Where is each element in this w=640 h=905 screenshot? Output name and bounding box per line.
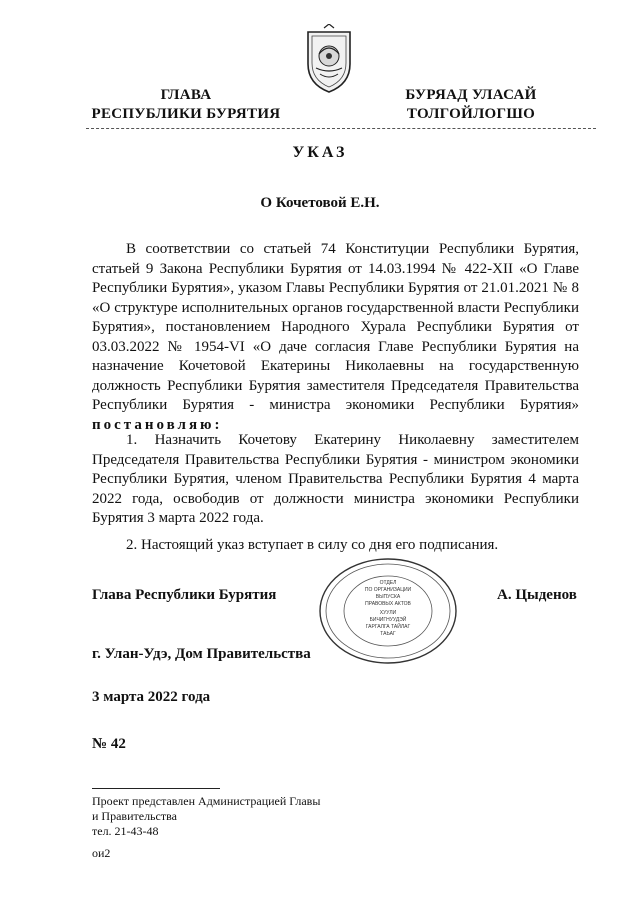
decree-word: постановляю:	[92, 416, 223, 433]
document-title: УКАЗ	[292, 144, 348, 161]
signatory-name: А. Цыденов	[497, 587, 577, 603]
footer-line-1: Проект представлен Администрацией Главы	[92, 794, 321, 808]
item-1: 1. Назначить Кочетову Екатерину Николаевну заместителем Председателя Правительства Республики Бурятия - министром экономики Республики Бурятия, членом Правительства Республики Бурятия 4 марта 2022 года, освободив от должности министра экономики Республики Бурятия 3 марта 2022 года.	[92, 432, 579, 526]
stamp-line-3: ВЫПУСКА	[375, 594, 401, 600]
item-2: 2. Настоящий указ вступает в силу со дня его подписания.	[126, 537, 499, 553]
issuer-title-bua-line1: БУРЯАД УЛАСАЙ	[405, 87, 537, 103]
header-divider	[86, 128, 596, 129]
stamp-line-6: БИЧИГНУУДЭЙ	[369, 617, 407, 623]
stamp-line-8: ТАЬАГ	[380, 631, 396, 637]
stamp-line-5: ХУУЛИ	[379, 610, 397, 616]
stamp-line-1: ОТДЕЛ	[379, 580, 397, 586]
footer-rule	[92, 788, 220, 789]
issuer-title-ru	[86, 86, 286, 124]
signing-place: г. Улан-Удэ, Дом Правительства	[92, 646, 311, 662]
footer-phone: тел. 21-43-48	[92, 824, 159, 838]
signing-date: 3 марта 2022 года	[92, 689, 211, 705]
preamble-text: В соответствии со статьей 74 Конституции Республики Бурятия, статьей 9 Закона Республики Бурятия от 14.03.1994 № 422-XII «О Главе Республики Бурятия», указом Главы Республики Бурятия от 21.01.2021 № 8 «О структуре исполнительных органов государственной власти Республики Бурятия», постановлением Народного Хурала Республики Бурятия от 03.03.2022 № 1954-VI «О даче согласия Главе Республики Бурятия на назначение Кочетовой Екатерины Николаевны на государственную должность Республики Бурятия заместителя Председателя Правительства Республики Бурятия - министра экономики Республики Бурятия»	[92, 241, 579, 413]
issuer-title-ru-line1: ГЛАВА	[160, 87, 212, 103]
official-seal-stamp	[317, 557, 459, 665]
signatory-title: Глава Республики Бурятия	[92, 587, 277, 603]
issuer-title-bua	[386, 86, 556, 124]
document-subject: О Кочетовой Е.Н.	[260, 195, 380, 211]
footer-line-2: и Правительства	[92, 809, 177, 823]
footer-code: ои2	[92, 846, 111, 860]
stamp-line-4: ПРАВОВЫХ АКТОВ	[365, 601, 411, 607]
issuer-title-bua-line2: ТОЛГОЙЛОГШО	[406, 106, 536, 122]
stamp-line-7: ГАРГАЛГА ТАЙЛАГ	[365, 624, 411, 630]
stamp-line-2: ПО ОРГАНИЗАЦИИ	[364, 587, 412, 593]
preamble-paragraph	[92, 240, 579, 435]
decree-number: № 42	[92, 736, 126, 752]
issuer-title-ru-line2: РЕСПУБЛИКИ БУРЯТИЯ	[91, 106, 281, 122]
republic-emblem-icon	[298, 24, 360, 94]
